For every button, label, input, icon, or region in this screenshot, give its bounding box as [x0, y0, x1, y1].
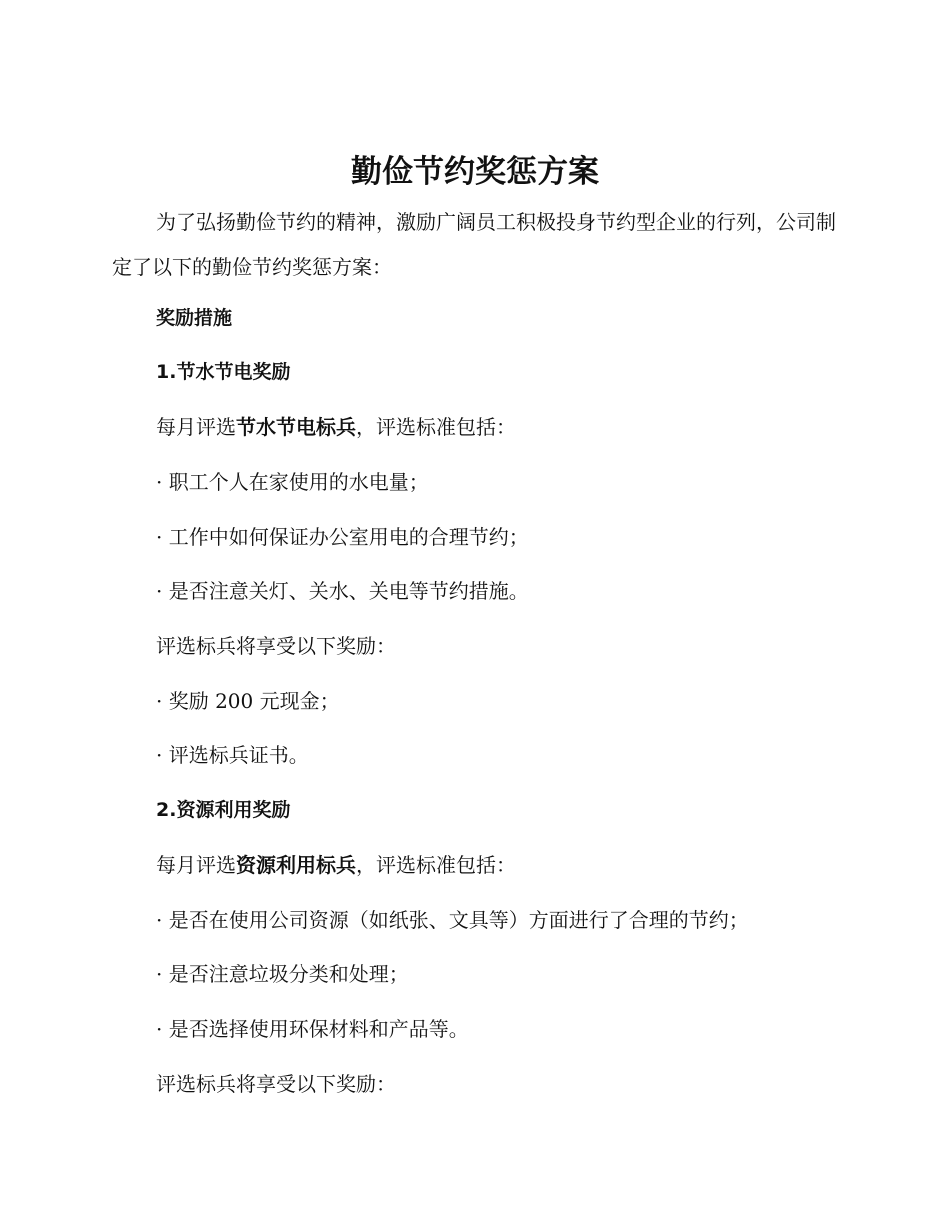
sub1-heading: 1.节水节电奖励: [156, 361, 291, 383]
sub1-reward-1: · 奖励 200 元现金；: [156, 689, 340, 713]
sub1-intro-bold: 节水节电标兵: [236, 415, 356, 439]
sub2-criterion-2: · 是否注意垃圾分类和处理；: [156, 962, 409, 986]
sub1-criterion-3: · 是否注意关灯、关水、关电等节约措施。: [156, 579, 529, 603]
sub1-intro: [156, 409, 856, 445]
sub2-heading: 2.资源利用奖励: [156, 799, 291, 821]
sub2-intro-bold: 资源利用标兵: [236, 853, 356, 877]
sub2-criterion-1: · 是否在使用公司资源（如纸张、文具等）方面进行了合理的节约；: [156, 908, 749, 932]
sub2-criterion-3: · 是否选择使用环保材料和产品等。: [156, 1017, 469, 1041]
section-heading: 奖励措施: [156, 307, 233, 329]
sub1-reward-intro: 评选标兵将享受以下奖励：: [156, 634, 396, 658]
sub2-intro: [156, 847, 856, 883]
sub2-reward-intro: 评选标兵将享受以下奖励：: [156, 1072, 396, 1096]
intro-paragraph: 为了弘扬勤俭节约的精神，激励广阔员工积极投身节约型企业的行列，公司制定了以下的勤俭节约奖惩方案：: [112, 210, 836, 279]
sub1-intro-after: ，评选标准包括：: [356, 415, 516, 439]
sub2-intro-before: 每月评选: [156, 853, 236, 877]
sub2-intro-after: ，评选标准包括：: [356, 853, 516, 877]
sub1-criterion-1: · 职工个人在家使用的水电量；: [156, 470, 429, 494]
sub1-reward-2: · 评选标兵证书。: [156, 743, 309, 767]
sub1-intro-before: 每月评选: [156, 415, 236, 439]
sub1-criterion-2: · 工作中如何保证办公室用电的合理节约；: [156, 525, 529, 549]
document-title: 勤俭节约奖惩方案: [351, 154, 599, 190]
